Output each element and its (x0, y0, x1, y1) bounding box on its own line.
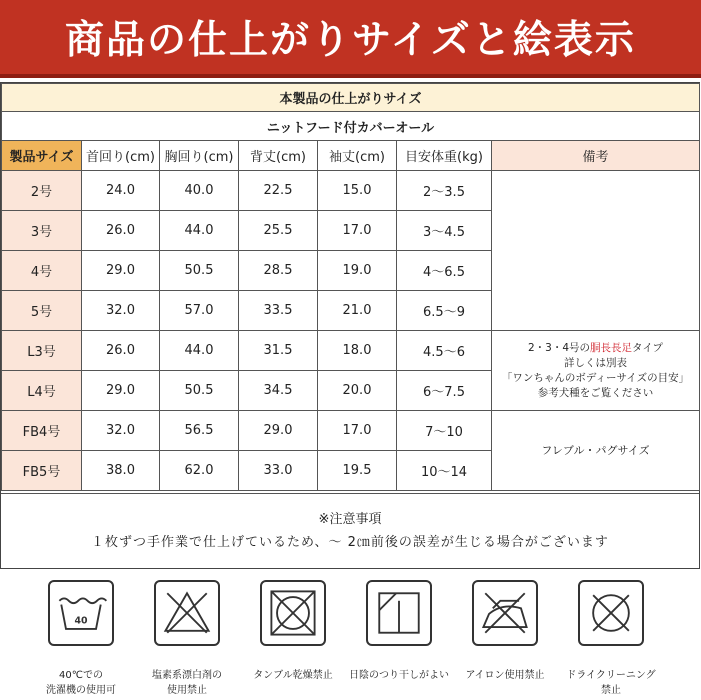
size-label: 4号 (2, 251, 82, 291)
chest-value: 62.0 (160, 451, 239, 491)
back-value: 33.0 (239, 451, 318, 491)
weight-value: 4～6.5 (397, 251, 492, 291)
size-label: L4号 (2, 371, 82, 411)
long-body-note-line2: 詳しくは別表 (564, 356, 627, 369)
caution-text: １枚ずつ手作業で仕上げているため、～ 2㎝前後の誤差が生じる場合がございます (91, 535, 609, 550)
chest-value: 56.5 (160, 411, 239, 451)
chest-value: 44.0 (160, 331, 239, 371)
neck-value: 29.0 (82, 251, 160, 291)
neck-value: 32.0 (82, 411, 160, 451)
caution-title: ※注意事項 (318, 512, 382, 527)
header-notes: 備考 (492, 141, 700, 171)
long-body-note-line3: 「ワンちゃんのボディーサイズの目安」 (501, 371, 690, 384)
care-caption-dryclean: ドライクリーニング 禁止 (566, 670, 656, 696)
weight-value: 3～4.5 (397, 211, 492, 251)
notes-empty (492, 171, 700, 331)
header-chest: 胸回り(cm) (160, 141, 239, 171)
neck-value: 26.0 (82, 331, 160, 371)
weight-value: 10～14 (397, 451, 492, 491)
size-label: FB5号 (2, 451, 82, 491)
table-subtitle: ニットフード付カバーオール (2, 112, 700, 141)
back-value: 22.5 (239, 171, 318, 211)
chest-value: 50.5 (160, 371, 239, 411)
back-value: 34.5 (239, 371, 318, 411)
weight-value: 2～3.5 (397, 171, 492, 211)
chest-value: 44.0 (160, 211, 239, 251)
care-caption-linedry: 日陰のつり干しがよい (349, 670, 449, 681)
long-body-note-line1: 2・3・4号の胴長長足タイプ (527, 341, 664, 354)
back-value: 31.5 (239, 331, 318, 371)
back-value: 28.5 (239, 251, 318, 291)
long-body-note-line4: 参考犬種をご覧ください (537, 386, 654, 399)
chest-value: 57.0 (160, 291, 239, 331)
caution-box (1, 493, 699, 570)
long-body-note (492, 331, 700, 411)
table-row (2, 171, 700, 211)
no-dry-clean-icon (578, 580, 644, 646)
chest-value: 40.0 (160, 171, 239, 211)
back-value: 25.5 (239, 211, 318, 251)
fb-note: フレブル・パグサイズ (492, 411, 700, 491)
long-body-highlight: 胴長長足 (590, 341, 633, 354)
neck-value: 26.0 (82, 211, 160, 251)
wash-temp-label: 40 (74, 615, 88, 627)
sleeve-value: 19.5 (318, 451, 397, 491)
neck-value: 32.0 (82, 291, 160, 331)
size-label: 3号 (2, 211, 82, 251)
weight-value: 4.5～6 (397, 331, 492, 371)
weight-value: 6.5～9 (397, 291, 492, 331)
care-symbols (0, 580, 701, 700)
size-label: FB4号 (2, 411, 82, 451)
table-row (2, 411, 700, 451)
header-weight: 目安体重(kg) (397, 141, 492, 171)
header-sleeve: 袖丈(cm) (318, 141, 397, 171)
sleeve-value: 17.0 (318, 411, 397, 451)
care-caption-tumble: タンブル乾燥禁止 (253, 670, 333, 681)
size-label: 5号 (2, 291, 82, 331)
no-tumble-dry-icon (260, 580, 326, 646)
size-sheet (0, 82, 700, 569)
line-dry-shade-icon (366, 580, 432, 646)
care-caption-iron: アイロン使用禁止 (465, 670, 545, 681)
size-label: 2号 (2, 171, 82, 211)
care-caption-bleach: 塩素系漂白剤の 使用禁止 (152, 670, 222, 696)
no-iron-icon (472, 580, 538, 646)
chest-value: 50.5 (160, 251, 239, 291)
wash-40-icon (48, 580, 114, 646)
table-row (2, 331, 700, 371)
sleeve-value: 17.0 (318, 211, 397, 251)
table-header-row (2, 141, 700, 171)
header-size: 製品サイズ (2, 141, 82, 171)
sleeve-value: 20.0 (318, 371, 397, 411)
page-banner (0, 0, 701, 78)
no-bleach-icon (154, 580, 220, 646)
size-label: L3号 (2, 331, 82, 371)
header-back: 背丈(cm) (239, 141, 318, 171)
care-caption-wash: 40℃での 洗濯機の使用可 (46, 670, 116, 696)
header-neck: 首回り(cm) (82, 141, 160, 171)
back-value: 33.5 (239, 291, 318, 331)
back-value: 29.0 (239, 411, 318, 451)
neck-value: 24.0 (82, 171, 160, 211)
sleeve-value: 15.0 (318, 171, 397, 211)
table-title: 本製品の仕上がりサイズ (2, 84, 700, 112)
weight-value: 6～7.5 (397, 371, 492, 411)
neck-value: 29.0 (82, 371, 160, 411)
sleeve-value: 18.0 (318, 331, 397, 371)
banner-title: 商品の仕上がりサイズと絵表示 (65, 18, 636, 63)
neck-value: 38.0 (82, 451, 160, 491)
sleeve-value: 19.0 (318, 251, 397, 291)
sleeve-value: 21.0 (318, 291, 397, 331)
weight-value: 7～10 (397, 411, 492, 451)
size-table (1, 83, 700, 491)
